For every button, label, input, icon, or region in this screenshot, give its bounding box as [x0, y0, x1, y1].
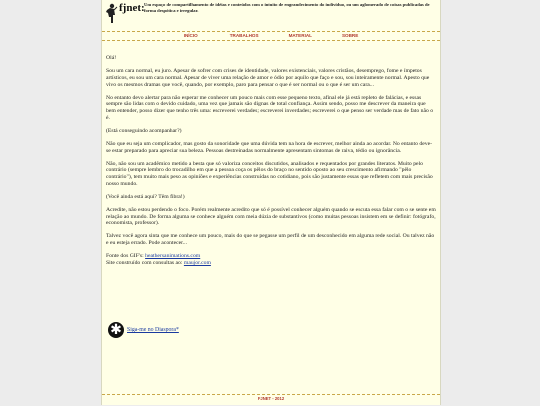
gif-source-label: Fonte dos GIF's: [106, 253, 146, 260]
greeting: Olá! [106, 55, 117, 61]
figure-logo-icon [104, 3, 118, 25]
site-header [102, 0, 440, 31]
main-content [106, 55, 436, 267]
nav-material[interactable]: MATERIAL [288, 33, 312, 38]
paragraph: Acredite, não estou perdendo o foco. Porém realmente acredito que só é possível conhecer alguém quando se escuta essa falar com o se sente em relação ao mundo. De forma alguma se conhece alguém com meia dúzia de substantivos (como muitas pessoas insistem em se definir: fotógrafo, economista, professor). [106, 206, 436, 227]
nav-sobre[interactable]: SOBRE [341, 33, 359, 38]
asterisk-icon[interactable]: ✱ [108, 322, 124, 338]
paragraph: Não, não sou um acadêmico metido a besta que só valoriza conceitos discutidos, analisados e requentados por grandes literatos. Muito pelo contrário (sempre lembro do trocadilho em que a pessoa coça os pêlos do braço no sentido oposto ao seu crescimento afirmando "pêlo contrário"), tem muito mais peso as opiniões e experiências construídas no cotidiano, pois são justamente essas que refletem com mais precisão nosso mundo. [106, 160, 433, 187]
credits [106, 253, 436, 266]
nav-inicio[interactable]: INÍCIO [183, 33, 198, 38]
gif-source-link[interactable]: heathersanimations.com [145, 253, 201, 260]
paragraph: Talvez você agora sinta que me conhece um pouco, mais do que se pegasse um perfil de um desconhecido em alguma rede social. Ou talvez não e eu esteja errado. Pode acontecer... [106, 233, 435, 247]
site-source-link[interactable]: maujor.com [183, 259, 211, 266]
site-source-label: Site construído com consultas ao: [106, 259, 184, 266]
diaspora-link[interactable]: Siga-me no Diaspora* [127, 327, 179, 333]
site-tagline: Um espaço de compartilhamento de idéias e conteúdos com o intuito de engrandecimento do indivíduo, ou um aglomerado de coisas publicadas de forma despótica e irregular. [144, 2, 430, 13]
paragraph: (Você ainda está aqui? Têm fibra!) [106, 193, 185, 200]
page-container [101, 0, 441, 405]
nav-trabalhos[interactable]: TRABALHOS [229, 33, 259, 38]
diaspora-follow[interactable] [108, 322, 179, 338]
site-footer: FJNET - 2012 [102, 394, 440, 406]
paragraph: No entanto devo alertar para não esperar me conhecer um pouco mais com esse pequeno texto, afinal ele já está repleto de falácias, e essas sempre são lidas com o devido cuidado, uma vez que jamais são dignas de total confiança. Assim sendo, posso me descrever da maneira que bem entender, posso dizer que tenho três uma: escreverei verdades; escreverei inverdades; escreverei o que penso ser verdade mas de fato não o é. [106, 94, 434, 121]
paragraph: Sou um cara normal, eu juro. Apesar de sofrer com crises de identidade, valores existenciais, valores cristãos, desemprego, fome e ímpetos artísticos, eu sou um cara normal. Apesar de viver uma relação de amor e ódio por aquilo que faço e sou, sou inteiramente normal. Apesto que vivo os mesmos dramas que você, quando, por exemplo, paro para pensar o que é ser normal ou o que é ser um cara... [106, 68, 430, 88]
brand-title[interactable]: fjnet: [119, 2, 145, 14]
main-nav [102, 31, 440, 41]
paragraph: Não que eu seja um complicador, mas gosto da sonoridade que uma dúvida tem na hora de escrever, melhor ainda ao acordar. No entanto deve-se estar preparado para apreciar sua beleza. Pessoas destreinadas normalmente apresentam sintomas de raiva, tédio ou ignorância. [106, 140, 432, 154]
paragraph: (Está conseguindo acompanhar?) [106, 127, 182, 134]
